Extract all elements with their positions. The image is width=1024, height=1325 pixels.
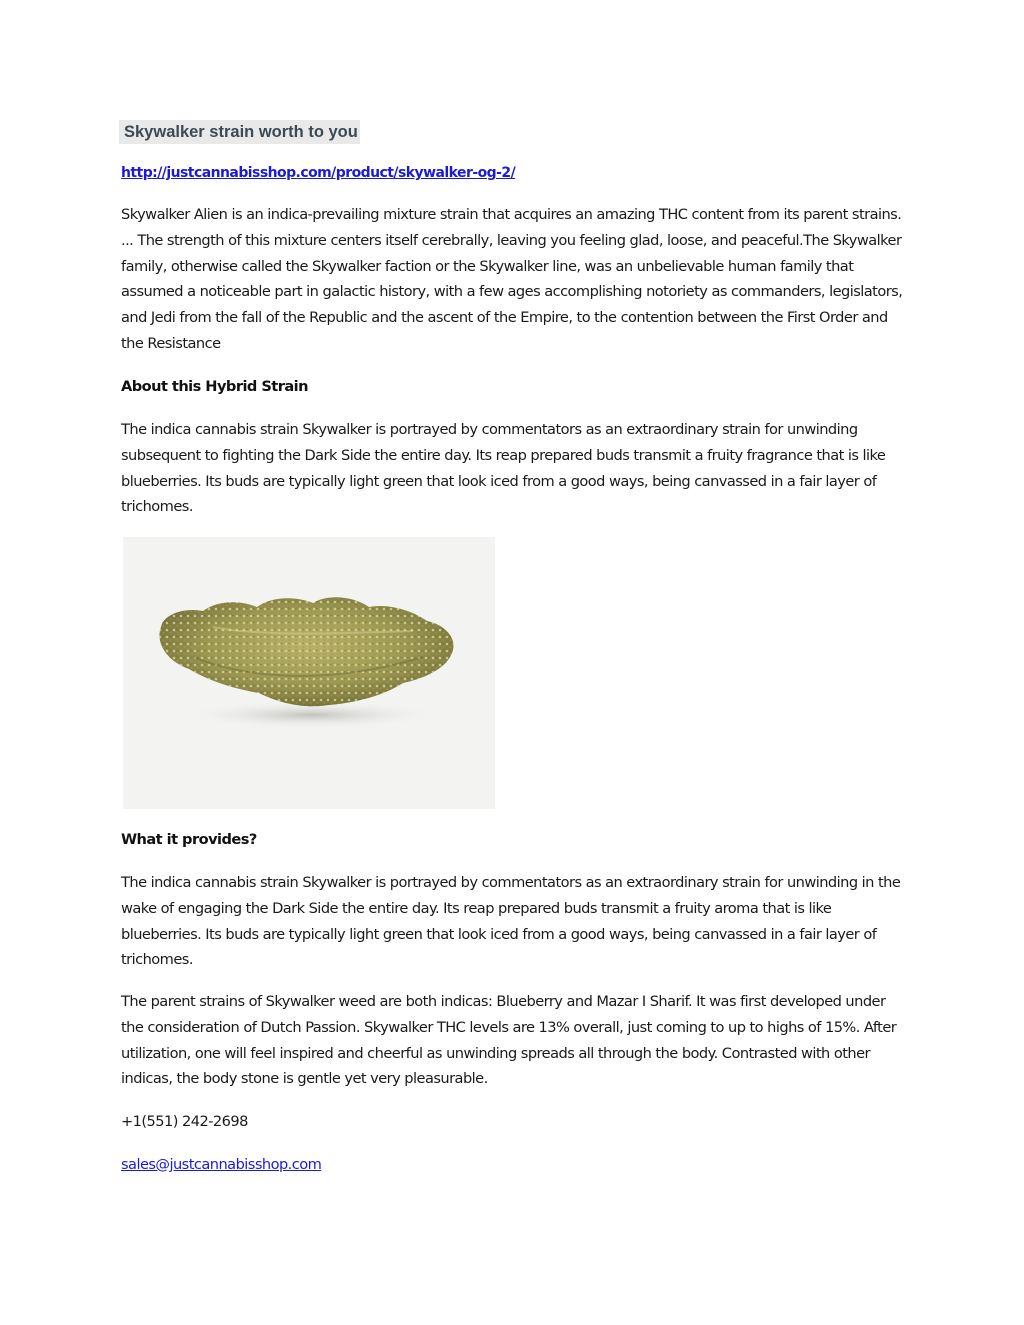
provides-paragraph-2: The parent strains of Skywalker weed are both indicas: Blueberry and Mazar I Sharif. It was first developed under the consideration of Dutch Passion. Skywalker THC levels are 13% overall, just coming to up to highs of 15%. After utilization, one will feel inspired and cheerful as unwinding spreads all through the body. Contrasted with other indicas, the body stone is gentle yet very pleasurable.: [121, 993, 897, 1088]
product-url-link[interactable]: http://justcannabisshop.com/product/skywalker-og-2/: [121, 165, 516, 181]
contact-phone: +1(551) 242-2698: [121, 1113, 248, 1130]
provides-paragraph-1: The indica cannabis strain Skywalker is portrayed by commentators as an extraordinary strain for unwinding in the wake of engaging the Dark Side the entire day. Its reap prepared buds transmit a fruity aroma that is like blueberries. Its buds are typically light green that look iced from a good ways, being canvassed in a fair layer of trichomes.: [121, 874, 901, 969]
section-heading-about: About this Hybrid Strain: [121, 378, 308, 395]
cannabis-bud-image: [123, 537, 495, 809]
intro-paragraph: Skywalker Alien is an indica-prevailing mixture strain that acquires an amazing THC content from its parent strains. ... The strength of this mixture centers itself cerebrally, leaving you feeling glad, loose, and peaceful.The Skywalker family, otherwise called the Skywalker faction or the Skywalker line, was an unbelievable human family that assumed a noticeable part in galactic history, with a few ages accomplishing notoriety as commanders, legislators, and Jedi from the fall of the Republic and the ascent of the Empire, to the contention between the First Order and the Resistance: [121, 206, 903, 352]
contact-email-link[interactable]: sales@justcannabisshop.com: [121, 1156, 322, 1173]
section-heading-what-it-provides: What it provides?: [121, 831, 257, 848]
about-paragraph: The indica cannabis strain Skywalker is portrayed by commentators as an extraordinary strain for unwinding subsequent to fighting the Dark Side the entire day. Its reap prepared buds transmit a fruity fragrance that is like blueberries. Its buds are typically light green that look iced from a good ways, being canvassed in a fair layer of trichomes.: [121, 421, 886, 516]
document-title: Skywalker strain worth to you: [119, 120, 360, 144]
bud-illustration: [123, 537, 495, 809]
